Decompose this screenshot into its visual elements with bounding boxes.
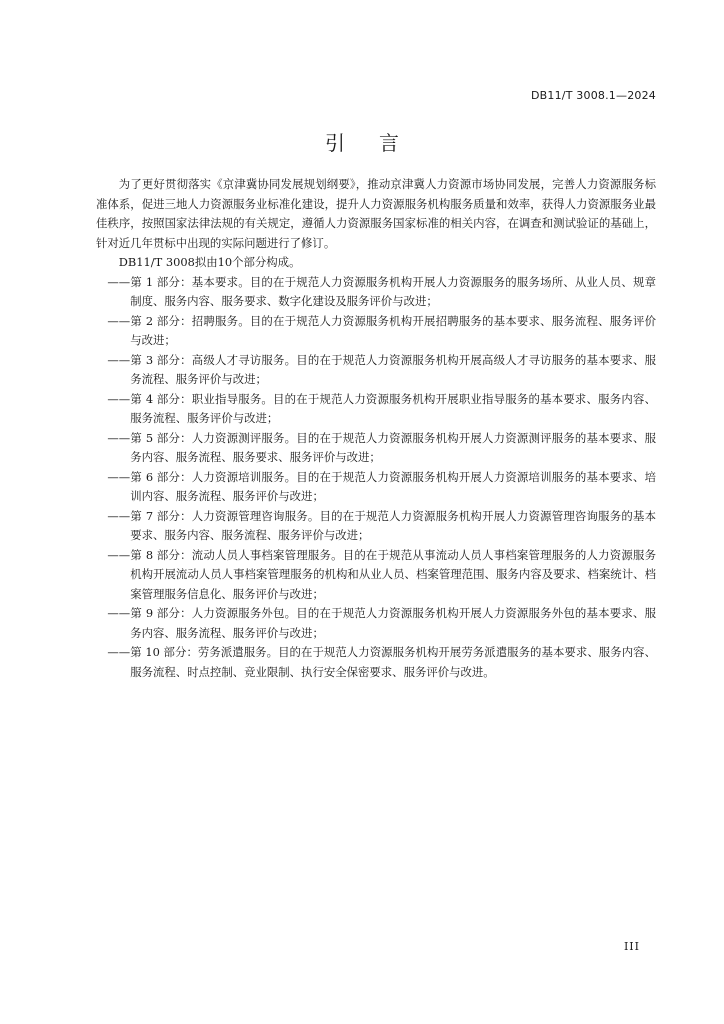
part-item-5: ——第 5 部分：人力资源测评服务。目的在于规范人力资源服务机构开展人力资源测评服务的基本要求、服务内容、服务流程、服务要求、服务评价与改进； xyxy=(107,430,656,464)
page-title: 引言 xyxy=(325,131,433,155)
part-item-1: ——第 1 部分：基本要求。目的在于规范人力资源服务机构开展人力资源服务的服务场所、从业人员、规章制度、服务内容、服务要求、数字化建设及服务评价与改进； xyxy=(107,274,656,308)
part-item-6: ——第 6 部分：人力资源培训服务。目的在于规范人力资源服务机构开展人力资源培训服务的基本要求、培训内容、服务流程、服务评价与改进； xyxy=(107,469,656,503)
part-item-10: ——第 10 部分：劳务派遣服务。目的在于规范人力资源服务机构开展劳务派遣服务的基本要求、服务内容、服务流程、时点控制、竞业限制、执行安全保密要求、服务评价与改进。 xyxy=(107,645,656,679)
part-item-4: ——第 4 部分：职业指导服务。目的在于规范人力资源服务机构开展职业指导服务的基本要求、服务内容、服务流程、服务评价与改进； xyxy=(107,391,656,425)
part-item-8: ——第 8 部分：流动人员人事档案管理服务。目的在于规范从事流动人员人事档案管理服务的人力资源服务机构开展流动人员人事档案管理服务的机构和从业人员、档案管理范围、服务内容及要求、档案统计、档案管理服务信息化、服务评价与改进； xyxy=(107,547,656,601)
page-number: III xyxy=(623,940,640,953)
part-item-7: ——第 7 部分：人力资源管理咨询服务。目的在于规范人力资源服务机构开展人力资源管理咨询服务的基本要求、服务内容、服务流程、服务评价与改进； xyxy=(107,508,656,542)
part-item-2: ——第 2 部分：招聘服务。目的在于规范人力资源服务机构开展招聘服务的基本要求、服务流程、服务评价与改进； xyxy=(107,313,656,347)
part-item-9: ——第 9 部分：人力资源服务外包。目的在于规范人力资源服务机构开展人力资源服务外包的基本要求、服务内容、服务流程、服务评价与改进； xyxy=(107,606,656,640)
introduction-body xyxy=(96,175,656,682)
document-code: DB11/T 3008.1—2024 xyxy=(530,89,656,102)
intro-paragraph: 为了更好贯彻落实《京津冀协同发展规划纲要》，推动京津冀人力资源市场协同发展，完善人力资源服务标准体系，促进三地人力资源服务业标准化建设，提升人力资源服务机构服务质量和效率，获得人力资源服务业最佳秩序，按照国家法律法规的有关规定，遵循人力资源服务国家标准的相关内容，在调查和测试验证的基础上，针对近几年贯标中出现的实际问题进行了修订。 xyxy=(96,177,656,250)
part-item-3: ——第 3 部分：高级人才寻访服务。目的在于规范人力资源服务机构开展高级人才寻访服务的基本要求、服务流程、服务评价与改进； xyxy=(107,352,656,386)
structure-paragraph: DB11/T 3008拟由10个部分构成。 xyxy=(118,255,301,269)
